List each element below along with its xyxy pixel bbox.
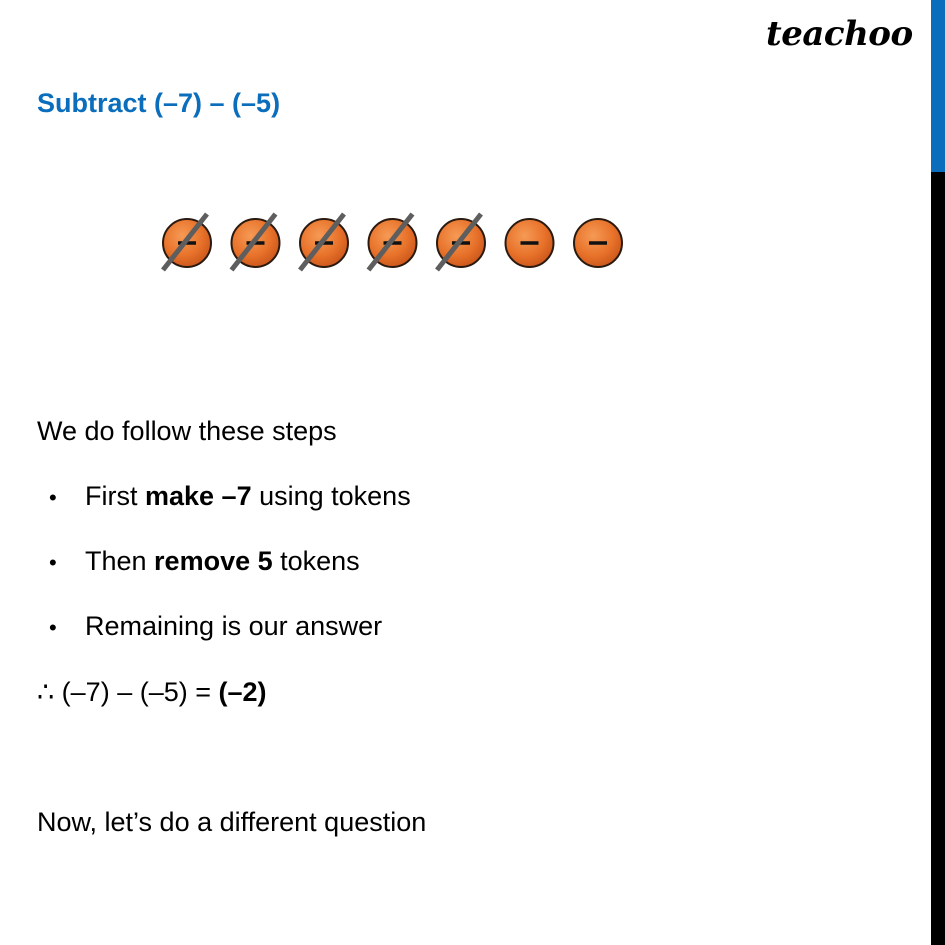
bullet-icon: • bbox=[49, 615, 57, 640]
minus-token bbox=[574, 219, 622, 267]
result-line bbox=[37, 677, 267, 708]
intro-text: We do follow these steps bbox=[37, 416, 337, 446]
removed-minus-token bbox=[163, 214, 211, 270]
step-bold: remove 5 bbox=[154, 546, 273, 576]
step-text: Remaining is our answer bbox=[85, 611, 383, 641]
removed-minus-token bbox=[300, 214, 348, 270]
step-text: First bbox=[85, 481, 145, 511]
step-3 bbox=[85, 611, 382, 642]
token-row bbox=[0, 0, 945, 320]
step-1 bbox=[85, 481, 411, 512]
bullet-icon: • bbox=[49, 485, 57, 510]
removed-minus-token bbox=[437, 214, 485, 270]
step-bold: make –7 bbox=[145, 481, 252, 511]
removed-minus-token bbox=[369, 214, 417, 270]
bullet-icon: • bbox=[49, 550, 57, 575]
step-2 bbox=[85, 546, 360, 577]
minus-token bbox=[506, 219, 554, 267]
removed-minus-token bbox=[232, 214, 280, 270]
result-text: ∴ (–7) – (–5) = bbox=[37, 677, 219, 707]
step-text: using tokens bbox=[251, 481, 411, 511]
step-text: Then bbox=[85, 546, 155, 576]
question-title: Subtract (–7) – (–5) bbox=[37, 88, 281, 118]
step-text: tokens bbox=[272, 546, 360, 576]
closing-text: Now, let’s do a different question bbox=[37, 807, 427, 837]
teachoo-logo: teachoo bbox=[766, 14, 913, 54]
result-answer: (–2) bbox=[218, 677, 267, 707]
